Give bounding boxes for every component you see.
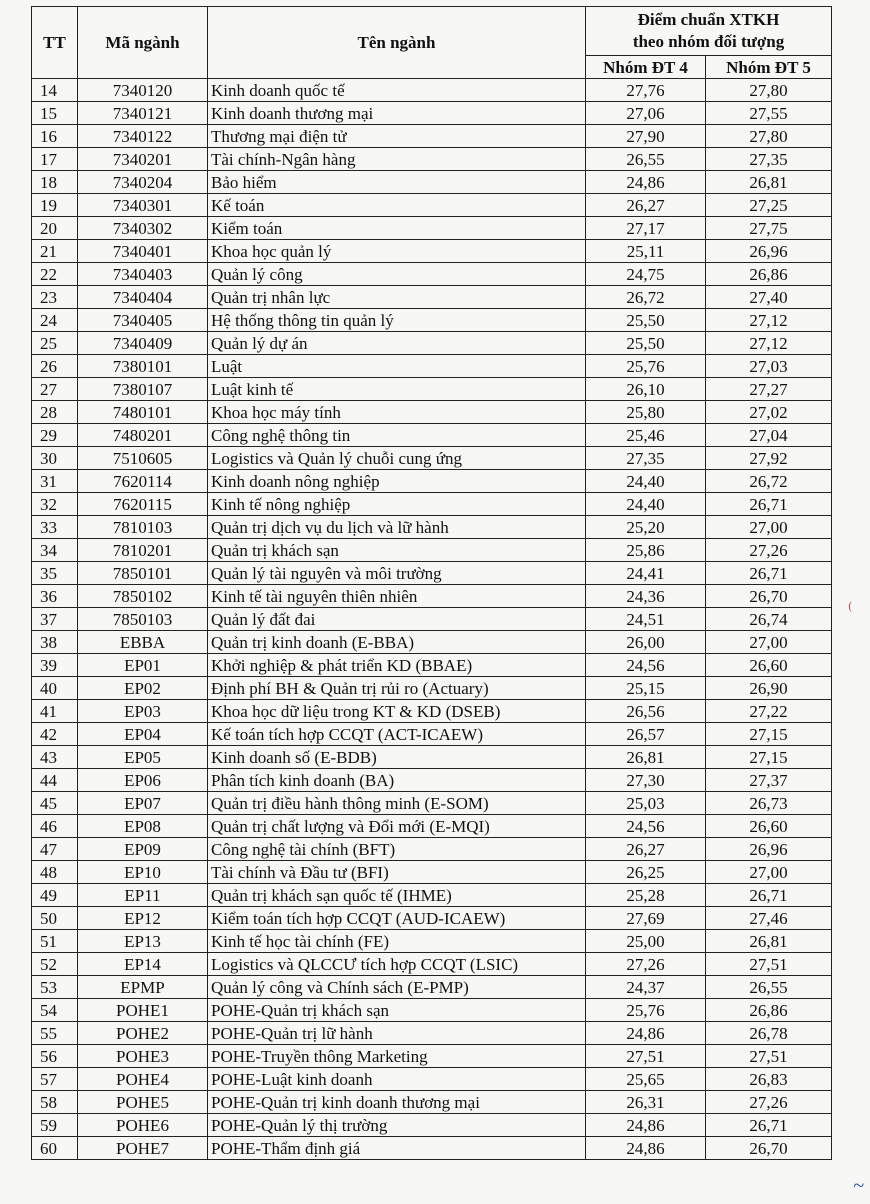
table-row bbox=[32, 654, 832, 677]
table-row bbox=[32, 401, 832, 424]
row-tt: 29 bbox=[32, 424, 78, 447]
row-score-group5: 27,00 bbox=[706, 861, 832, 884]
row-score-group4: 25,00 bbox=[586, 930, 706, 953]
row-tt: 25 bbox=[32, 332, 78, 355]
row-name: Quản trị dịch vụ du lịch và lữ hành bbox=[208, 516, 586, 539]
table-row bbox=[32, 332, 832, 355]
row-name: Kinh tế nông nghiệp bbox=[208, 493, 586, 516]
row-code: 7340403 bbox=[78, 263, 208, 286]
row-name: POHE-Quản trị kinh doanh thương mại bbox=[208, 1091, 586, 1114]
row-name: Tài chính và Đầu tư (BFI) bbox=[208, 861, 586, 884]
table-row bbox=[32, 700, 832, 723]
row-name: Kinh tế học tài chính (FE) bbox=[208, 930, 586, 953]
row-name: Luật kinh tế bbox=[208, 378, 586, 401]
row-tt: 15 bbox=[32, 102, 78, 125]
row-score-group4: 26,56 bbox=[586, 700, 706, 723]
row-score-group4: 27,06 bbox=[586, 102, 706, 125]
row-tt: 48 bbox=[32, 861, 78, 884]
row-score-group5: 27,12 bbox=[706, 332, 832, 355]
row-name: Định phí BH & Quản trị rủi ro (Actuary) bbox=[208, 677, 586, 700]
row-score-group5: 27,75 bbox=[706, 217, 832, 240]
row-code: EBBA bbox=[78, 631, 208, 654]
table-header bbox=[32, 7, 832, 79]
row-name: Quản lý dự án bbox=[208, 332, 586, 355]
row-score-group4: 24,40 bbox=[586, 470, 706, 493]
row-score-group4: 25,80 bbox=[586, 401, 706, 424]
row-code: 7340409 bbox=[78, 332, 208, 355]
row-code: EP11 bbox=[78, 884, 208, 907]
row-score-group5: 26,81 bbox=[706, 930, 832, 953]
row-score-group5: 26,70 bbox=[706, 1137, 832, 1160]
header-group-title-line2: theo nhóm đối tượng bbox=[632, 32, 785, 51]
row-score-group5: 27,51 bbox=[706, 1045, 832, 1068]
row-code: 7810103 bbox=[78, 516, 208, 539]
row-name: Kế toán bbox=[208, 194, 586, 217]
table-row bbox=[32, 125, 832, 148]
row-score-group4: 25,50 bbox=[586, 309, 706, 332]
row-score-group5: 27,15 bbox=[706, 723, 832, 746]
table-row bbox=[32, 953, 832, 976]
row-code: EP03 bbox=[78, 700, 208, 723]
row-code: 7380101 bbox=[78, 355, 208, 378]
row-score-group4: 26,27 bbox=[586, 194, 706, 217]
row-name: Kinh doanh quốc tế bbox=[208, 79, 586, 102]
row-tt: 18 bbox=[32, 171, 78, 194]
table-row bbox=[32, 79, 832, 102]
row-score-group5: 26,96 bbox=[706, 240, 832, 263]
row-score-group4: 24,86 bbox=[586, 1137, 706, 1160]
row-name: Khởi nghiệp & phát triển KD (BBAE) bbox=[208, 654, 586, 677]
row-name: Khoa học quản lý bbox=[208, 240, 586, 263]
row-tt: 33 bbox=[32, 516, 78, 539]
row-score-group4: 24,86 bbox=[586, 1114, 706, 1137]
row-score-group5: 27,03 bbox=[706, 355, 832, 378]
table-row bbox=[32, 1091, 832, 1114]
table-body bbox=[32, 79, 832, 1160]
row-code: POHE3 bbox=[78, 1045, 208, 1068]
row-score-group4: 25,20 bbox=[586, 516, 706, 539]
header-group-title bbox=[586, 7, 832, 56]
table-row bbox=[32, 171, 832, 194]
row-score-group5: 26,71 bbox=[706, 493, 832, 516]
table-row bbox=[32, 815, 832, 838]
row-score-group5: 27,26 bbox=[706, 1091, 832, 1114]
row-tt: 40 bbox=[32, 677, 78, 700]
row-tt: 59 bbox=[32, 1114, 78, 1137]
row-score-group5: 27,22 bbox=[706, 700, 832, 723]
row-score-group5: 26,74 bbox=[706, 608, 832, 631]
row-tt: 51 bbox=[32, 930, 78, 953]
row-code: 7340201 bbox=[78, 148, 208, 171]
row-code: 7480101 bbox=[78, 401, 208, 424]
row-score-group4: 25,28 bbox=[586, 884, 706, 907]
row-score-group5: 27,00 bbox=[706, 631, 832, 654]
row-tt: 42 bbox=[32, 723, 78, 746]
row-code: 7340121 bbox=[78, 102, 208, 125]
row-score-group4: 26,00 bbox=[586, 631, 706, 654]
table-row bbox=[32, 355, 832, 378]
table-row bbox=[32, 769, 832, 792]
row-tt: 41 bbox=[32, 700, 78, 723]
row-code: 7380107 bbox=[78, 378, 208, 401]
row-name: Kiểm toán bbox=[208, 217, 586, 240]
row-tt: 28 bbox=[32, 401, 78, 424]
row-tt: 36 bbox=[32, 585, 78, 608]
row-score-group5: 27,00 bbox=[706, 516, 832, 539]
row-name: POHE-Quản lý thị trường bbox=[208, 1114, 586, 1137]
row-score-group5: 26,71 bbox=[706, 884, 832, 907]
row-score-group4: 24,51 bbox=[586, 608, 706, 631]
row-score-group4: 26,31 bbox=[586, 1091, 706, 1114]
row-code: EP02 bbox=[78, 677, 208, 700]
row-name: Bảo hiểm bbox=[208, 171, 586, 194]
row-tt: 37 bbox=[32, 608, 78, 631]
header-tt: TT bbox=[32, 7, 78, 79]
row-score-group4: 25,76 bbox=[586, 999, 706, 1022]
table-row bbox=[32, 861, 832, 884]
row-score-group5: 27,15 bbox=[706, 746, 832, 769]
row-code: 7340122 bbox=[78, 125, 208, 148]
row-tt: 22 bbox=[32, 263, 78, 286]
row-code: 7340302 bbox=[78, 217, 208, 240]
row-code: EP08 bbox=[78, 815, 208, 838]
row-code: EP13 bbox=[78, 930, 208, 953]
row-code: 7620115 bbox=[78, 493, 208, 516]
row-name: Kinh doanh nông nghiệp bbox=[208, 470, 586, 493]
row-code: 7340404 bbox=[78, 286, 208, 309]
table-row bbox=[32, 1137, 832, 1160]
row-score-group4: 27,17 bbox=[586, 217, 706, 240]
row-name: Quản trị khách sạn quốc tế (IHME) bbox=[208, 884, 586, 907]
row-score-group4: 26,25 bbox=[586, 861, 706, 884]
header-group-title-line1: Điểm chuẩn XTKH bbox=[637, 10, 780, 29]
table-row bbox=[32, 240, 832, 263]
row-score-group5: 27,26 bbox=[706, 539, 832, 562]
row-score-group4: 24,86 bbox=[586, 1022, 706, 1045]
table-row bbox=[32, 1022, 832, 1045]
row-score-group5: 27,40 bbox=[706, 286, 832, 309]
table-row bbox=[32, 930, 832, 953]
row-tt: 56 bbox=[32, 1045, 78, 1068]
row-tt: 60 bbox=[32, 1137, 78, 1160]
table-row bbox=[32, 102, 832, 125]
row-tt: 50 bbox=[32, 907, 78, 930]
row-name: Kinh doanh số (E-BDB) bbox=[208, 746, 586, 769]
table-row bbox=[32, 792, 832, 815]
header-name: Tên ngành bbox=[208, 7, 586, 79]
row-score-group5: 26,73 bbox=[706, 792, 832, 815]
row-score-group4: 25,11 bbox=[586, 240, 706, 263]
row-name: POHE-Luật kinh doanh bbox=[208, 1068, 586, 1091]
table-row bbox=[32, 723, 832, 746]
row-code: 7850103 bbox=[78, 608, 208, 631]
row-name: Quản lý tài nguyên và môi trường bbox=[208, 562, 586, 585]
table-row bbox=[32, 746, 832, 769]
row-score-group4: 25,65 bbox=[586, 1068, 706, 1091]
row-score-group5: 27,04 bbox=[706, 424, 832, 447]
row-score-group4: 27,51 bbox=[586, 1045, 706, 1068]
table-row bbox=[32, 447, 832, 470]
table-row bbox=[32, 286, 832, 309]
row-name: Quản trị điều hành thông minh (E-SOM) bbox=[208, 792, 586, 815]
red-stamp-fragment: ( bbox=[848, 600, 853, 613]
row-tt: 44 bbox=[32, 769, 78, 792]
row-name: Quản trị nhân lực bbox=[208, 286, 586, 309]
row-code: 7340301 bbox=[78, 194, 208, 217]
row-tt: 32 bbox=[32, 493, 78, 516]
row-score-group4: 24,86 bbox=[586, 171, 706, 194]
row-score-group4: 27,30 bbox=[586, 769, 706, 792]
row-name: Quản trị kinh doanh (E-BBA) bbox=[208, 631, 586, 654]
row-tt: 23 bbox=[32, 286, 78, 309]
row-score-group4: 27,90 bbox=[586, 125, 706, 148]
row-name: POHE-Thẩm định giá bbox=[208, 1137, 586, 1160]
row-score-group5: 26,60 bbox=[706, 815, 832, 838]
row-tt: 34 bbox=[32, 539, 78, 562]
table-row bbox=[32, 378, 832, 401]
row-tt: 43 bbox=[32, 746, 78, 769]
table-row bbox=[32, 585, 832, 608]
row-score-group5: 27,37 bbox=[706, 769, 832, 792]
row-code: 7340401 bbox=[78, 240, 208, 263]
table-row bbox=[32, 148, 832, 171]
row-score-group4: 25,46 bbox=[586, 424, 706, 447]
row-score-group5: 26,70 bbox=[706, 585, 832, 608]
row-score-group5: 27,27 bbox=[706, 378, 832, 401]
row-code: 7340120 bbox=[78, 79, 208, 102]
row-score-group4: 26,81 bbox=[586, 746, 706, 769]
row-score-group5: 27,02 bbox=[706, 401, 832, 424]
table-row bbox=[32, 976, 832, 999]
row-code: POHE7 bbox=[78, 1137, 208, 1160]
row-score-group4: 26,57 bbox=[586, 723, 706, 746]
row-code: EP04 bbox=[78, 723, 208, 746]
row-name: Logistics và QLCCƯ tích hợp CCQT (LSIC) bbox=[208, 953, 586, 976]
row-tt: 58 bbox=[32, 1091, 78, 1114]
row-tt: 49 bbox=[32, 884, 78, 907]
row-name: Kinh doanh thương mại bbox=[208, 102, 586, 125]
row-score-group4: 24,40 bbox=[586, 493, 706, 516]
row-tt: 53 bbox=[32, 976, 78, 999]
row-score-group5: 26,78 bbox=[706, 1022, 832, 1045]
row-score-group5: 26,86 bbox=[706, 999, 832, 1022]
row-name: Quản lý công bbox=[208, 263, 586, 286]
row-score-group4: 24,41 bbox=[586, 562, 706, 585]
row-name: Công nghệ tài chính (BFT) bbox=[208, 838, 586, 861]
row-score-group4: 26,72 bbox=[586, 286, 706, 309]
row-score-group5: 27,25 bbox=[706, 194, 832, 217]
row-score-group4: 24,36 bbox=[586, 585, 706, 608]
row-score-group4: 27,35 bbox=[586, 447, 706, 470]
row-name: Luật bbox=[208, 355, 586, 378]
row-code: EP05 bbox=[78, 746, 208, 769]
row-score-group5: 27,55 bbox=[706, 102, 832, 125]
row-tt: 46 bbox=[32, 815, 78, 838]
row-code: EP06 bbox=[78, 769, 208, 792]
row-tt: 47 bbox=[32, 838, 78, 861]
row-name: Logistics và Quản lý chuỗi cung ứng bbox=[208, 447, 586, 470]
table-row bbox=[32, 470, 832, 493]
row-tt: 14 bbox=[32, 79, 78, 102]
row-name: Công nghệ thông tin bbox=[208, 424, 586, 447]
row-score-group5: 27,92 bbox=[706, 447, 832, 470]
row-tt: 54 bbox=[32, 999, 78, 1022]
signature-mark: ~ bbox=[853, 1175, 864, 1197]
table-row bbox=[32, 309, 832, 332]
row-name: Kế toán tích hợp CCQT (ACT-ICAEW) bbox=[208, 723, 586, 746]
row-name: Thương mại điện tử bbox=[208, 125, 586, 148]
row-code: POHE6 bbox=[78, 1114, 208, 1137]
table-row bbox=[32, 424, 832, 447]
row-score-group5: 26,81 bbox=[706, 171, 832, 194]
row-score-group4: 25,50 bbox=[586, 332, 706, 355]
row-tt: 27 bbox=[32, 378, 78, 401]
row-name: Quản trị chất lượng và Đổi mới (E-MQI) bbox=[208, 815, 586, 838]
row-score-group5: 26,86 bbox=[706, 263, 832, 286]
row-score-group5: 27,12 bbox=[706, 309, 832, 332]
header-group5: Nhóm ĐT 5 bbox=[706, 56, 832, 79]
row-name: POHE-Quản trị lữ hành bbox=[208, 1022, 586, 1045]
row-code: 7480201 bbox=[78, 424, 208, 447]
row-score-group4: 26,10 bbox=[586, 378, 706, 401]
row-code: EP09 bbox=[78, 838, 208, 861]
row-code: EP10 bbox=[78, 861, 208, 884]
row-score-group4: 25,03 bbox=[586, 792, 706, 815]
row-score-group5: 27,46 bbox=[706, 907, 832, 930]
header-group4: Nhóm ĐT 4 bbox=[586, 56, 706, 79]
table-row bbox=[32, 493, 832, 516]
row-code: 7850101 bbox=[78, 562, 208, 585]
row-score-group5: 27,80 bbox=[706, 125, 832, 148]
row-name: Tài chính-Ngân hàng bbox=[208, 148, 586, 171]
row-name: Phân tích kinh doanh (BA) bbox=[208, 769, 586, 792]
row-name: POHE-Truyền thông Marketing bbox=[208, 1045, 586, 1068]
table-row bbox=[32, 907, 832, 930]
row-tt: 31 bbox=[32, 470, 78, 493]
row-score-group5: 26,72 bbox=[706, 470, 832, 493]
table-row bbox=[32, 884, 832, 907]
row-name: Kiểm toán tích hợp CCQT (AUD-ICAEW) bbox=[208, 907, 586, 930]
row-name: Quản lý đất đai bbox=[208, 608, 586, 631]
row-code: 7810201 bbox=[78, 539, 208, 562]
row-score-group5: 27,35 bbox=[706, 148, 832, 171]
row-score-group4: 25,86 bbox=[586, 539, 706, 562]
row-code: 7620114 bbox=[78, 470, 208, 493]
row-code: POHE2 bbox=[78, 1022, 208, 1045]
table-row bbox=[32, 1045, 832, 1068]
row-tt: 17 bbox=[32, 148, 78, 171]
row-code: 7340405 bbox=[78, 309, 208, 332]
table-row bbox=[32, 194, 832, 217]
row-code: 7340204 bbox=[78, 171, 208, 194]
row-tt: 30 bbox=[32, 447, 78, 470]
table-row bbox=[32, 608, 832, 631]
row-tt: 24 bbox=[32, 309, 78, 332]
row-name: Kinh tế tài nguyên thiên nhiên bbox=[208, 585, 586, 608]
row-score-group5: 27,80 bbox=[706, 79, 832, 102]
row-tt: 38 bbox=[32, 631, 78, 654]
table-row bbox=[32, 677, 832, 700]
row-name: Hệ thống thông tin quản lý bbox=[208, 309, 586, 332]
table-row bbox=[32, 263, 832, 286]
row-code: POHE1 bbox=[78, 999, 208, 1022]
row-tt: 21 bbox=[32, 240, 78, 263]
row-score-group4: 25,15 bbox=[586, 677, 706, 700]
table-row bbox=[32, 217, 832, 240]
row-tt: 45 bbox=[32, 792, 78, 815]
row-tt: 39 bbox=[32, 654, 78, 677]
row-name: Quản trị khách sạn bbox=[208, 539, 586, 562]
row-code: POHE5 bbox=[78, 1091, 208, 1114]
admission-score-table bbox=[31, 6, 832, 1160]
table-row bbox=[32, 1114, 832, 1137]
row-tt: 16 bbox=[32, 125, 78, 148]
table-row bbox=[32, 838, 832, 861]
row-code: EP01 bbox=[78, 654, 208, 677]
row-code: EP14 bbox=[78, 953, 208, 976]
row-score-group5: 26,71 bbox=[706, 562, 832, 585]
row-score-group5: 26,55 bbox=[706, 976, 832, 999]
row-score-group5: 27,51 bbox=[706, 953, 832, 976]
table-row bbox=[32, 1068, 832, 1091]
table-row bbox=[32, 539, 832, 562]
row-score-group4: 26,55 bbox=[586, 148, 706, 171]
row-name: Quản lý công và Chính sách (E-PMP) bbox=[208, 976, 586, 999]
row-tt: 35 bbox=[32, 562, 78, 585]
table-row bbox=[32, 562, 832, 585]
table-row bbox=[32, 999, 832, 1022]
table-row bbox=[32, 631, 832, 654]
row-score-group5: 26,96 bbox=[706, 838, 832, 861]
row-score-group4: 25,76 bbox=[586, 355, 706, 378]
row-tt: 55 bbox=[32, 1022, 78, 1045]
row-tt: 57 bbox=[32, 1068, 78, 1091]
row-score-group5: 26,60 bbox=[706, 654, 832, 677]
row-score-group4: 27,69 bbox=[586, 907, 706, 930]
row-tt: 26 bbox=[32, 355, 78, 378]
row-name: Khoa học dữ liệu trong KT & KD (DSEB) bbox=[208, 700, 586, 723]
row-score-group4: 27,76 bbox=[586, 79, 706, 102]
row-tt: 19 bbox=[32, 194, 78, 217]
row-score-group4: 24,37 bbox=[586, 976, 706, 999]
row-code: 7850102 bbox=[78, 585, 208, 608]
row-score-group4: 27,26 bbox=[586, 953, 706, 976]
row-code: EP07 bbox=[78, 792, 208, 815]
score-table-sheet bbox=[31, 6, 831, 1160]
row-name: Khoa học máy tính bbox=[208, 401, 586, 424]
header-code: Mã ngành bbox=[78, 7, 208, 79]
row-score-group5: 26,83 bbox=[706, 1068, 832, 1091]
row-score-group4: 24,56 bbox=[586, 654, 706, 677]
row-score-group5: 26,71 bbox=[706, 1114, 832, 1137]
row-name: POHE-Quản trị khách sạn bbox=[208, 999, 586, 1022]
row-score-group4: 24,75 bbox=[586, 263, 706, 286]
table-row bbox=[32, 516, 832, 539]
row-code: EPMP bbox=[78, 976, 208, 999]
row-score-group5: 26,90 bbox=[706, 677, 832, 700]
row-score-group4: 26,27 bbox=[586, 838, 706, 861]
row-code: POHE4 bbox=[78, 1068, 208, 1091]
row-code: EP12 bbox=[78, 907, 208, 930]
row-code: 7510605 bbox=[78, 447, 208, 470]
row-tt: 20 bbox=[32, 217, 78, 240]
row-score-group4: 24,56 bbox=[586, 815, 706, 838]
row-tt: 52 bbox=[32, 953, 78, 976]
